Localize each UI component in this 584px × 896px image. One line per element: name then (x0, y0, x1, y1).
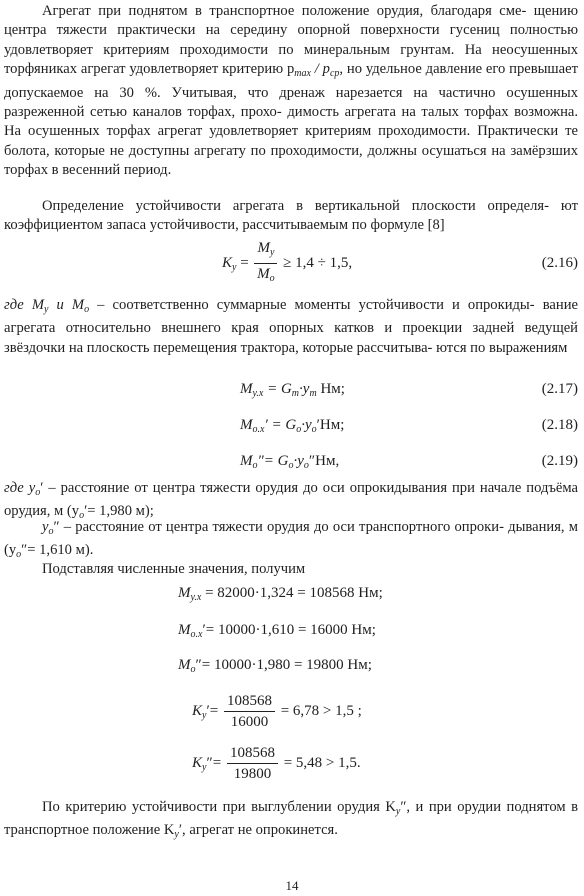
equation-2-19: $M_o''= G_o\cdot y_o''Нм$, (240, 453, 340, 471)
fraction: $\frac{108568}{19800}$ (227, 743, 278, 784)
calc-moment-ox: $M_{o.x}'= 10000\cdot 1,610 = 16000$ Нм; (178, 622, 376, 640)
equation-2-17: $M_{y.x} = G_m\cdot y_m$ Нм; (240, 381, 345, 399)
equation-number: (2.18) (541, 417, 578, 433)
paragraph-soil-passability: Агрегат при поднятом в транспортное положение орудия, благодаря сме- щению центра тяжести практически на середину опорной поверхности гусениц полностью удовлетворяет критериям проходимости по минеральным грунтам. На неосушенных торфяниках агрегат удовлетворяет критерию $p_{max} / p_{cp}$, но удельное давление его превышает допускаемое на 30 %. Учитывая, что дренаж нарезается на частично осушенных разреженной сетью каналов торфах, прохо- димость агрегата на талых торфах возможна. На осушенных торфах агрегат удовлетворяет критериям проходимости. Практически те болота, которые не доступны агрегату по проходимости, должны осушаться на замёрзших торфах в весенний период. (4, 3, 579, 179)
paragraph-stability-definition: Определение устойчивости агрегата в вертикальной плоскости определя- ют коэффициентом запаса устойчивости, рассчитываемым по формуле [8] (4, 198, 578, 234)
fraction: $\frac{108568}{16000}$ (224, 691, 275, 732)
calc-moment-o: $M_o''= 10000\cdot 1,980 = 19800$ Нм; (178, 657, 372, 675)
calc-moment-yx: $M_{y.x} = 82000\cdot 1,324 = 108568$ Нм; (178, 585, 383, 603)
equation-number: (2.17) (541, 381, 578, 397)
equation-2-18: $M_{o.x}' = G_o\cdot y_o'Нм$; (240, 417, 345, 435)
fraction: $\frac{M_y}{M_o}$ (254, 238, 277, 289)
calc-ky-prime: $K_y'=$ $\frac{108568}{16000}$ = 6,78 > 1,5 ; (192, 693, 362, 730)
calc-ky-double-prime: $K_y''=$ $\frac{108568}{19800}$ = 5,48 > 1,5. (192, 745, 361, 782)
equation-2-16: $K_y$ = $\frac{M_y}{M_o}$ ≥ 1,4 ÷ 1,5, (222, 238, 352, 289)
paragraph-conclusion: По критерию устойчивости при выглублении орудия $K_y''$, и при орудии поднятом в транспортное положение $K_y'$, агрегат не опрокинется. (4, 799, 578, 841)
paragraph-distance-yo-double-prime: $y_o''$ – расстояние от центра тяжести орудия до оси транспортного опроки- дывания, м ($y_o''= 1,610$ м). (4, 519, 578, 561)
equation-number: (2.16) (541, 255, 578, 271)
paragraph-substitution: Подставляя численные значения, получим (42, 561, 306, 577)
page-number: 14 (285, 878, 299, 893)
paragraph-distance-yo-prime: где $y_o'$ – расстояние от центра тяжести орудия до оси опрокидывания при начале подъёма орудия, м ($y_o'= 1,980$ м); (4, 480, 579, 522)
equation-number: (2.19) (541, 453, 578, 469)
paragraph-moments: где $M_y$ и $M_o$ – соответственно суммарные моменты устойчивости и опрокиды- вание агрегата относительно внешнего края опорных катков и проекции задней ведущей звёздочки на плоскость перемещения трактора, которые рассчитыва- ются по выражениям (4, 297, 578, 356)
